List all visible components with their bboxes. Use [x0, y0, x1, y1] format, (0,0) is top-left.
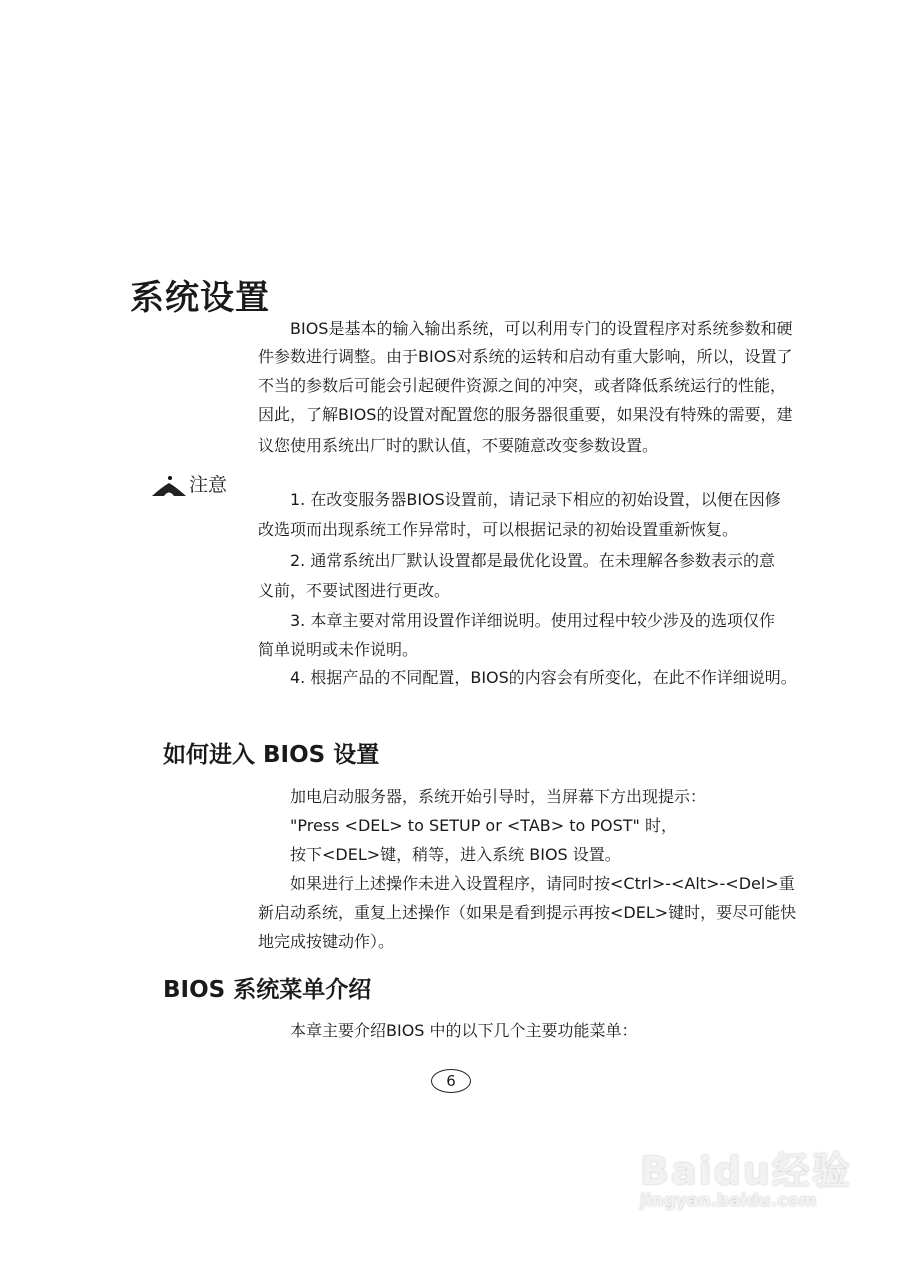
section-heading: 如何进入 BIOS 设置	[163, 742, 380, 768]
page-number: 6	[431, 1069, 471, 1093]
watermark-url: jingyan.baidu.com	[640, 1191, 817, 1211]
watermark-brand: Baidu经验	[640, 1149, 852, 1193]
section1-line: 新启动系统，重复上述操作（如果是看到提示再按<DEL>键时，要尽可能快	[258, 903, 797, 922]
note-line: 改选项而出现系统工作异常时，可以根据记录的初始设置重新恢复。	[258, 520, 739, 539]
section1-line: "Press <DEL> to SETUP or <TAB> to POST" 时，	[290, 816, 678, 835]
section1-line: 如果进行上述操作未进入设置程序，请同时按<Ctrl>-<Alt>-<Del>重	[290, 874, 795, 893]
watermark-logo	[640, 1140, 852, 1211]
section1-line: 按下<DEL>键，稍等，进入系统 BIOS 设置。	[290, 845, 621, 864]
intro-line: 不当的参数后可能会引起硬件资源之间的冲突，或者降低系统运行的性能，	[258, 376, 787, 395]
intro-line: 议您使用系统出厂时的默认值，不要随意改变参数设置。	[258, 436, 659, 455]
note-heading	[152, 470, 227, 497]
note-line: 4. 根据产品的不同配置，BIOS的内容会有所变化，在此不作详细说明。	[290, 668, 797, 687]
section1-line: 地完成按键动作）。	[258, 932, 395, 951]
section1-line: 加电启动服务器，系统开始引导时，当屏幕下方出现提示：	[290, 787, 707, 806]
note-line: 2. 通常系统出厂默认设置都是最优化设置。在未理解各参数表示的意	[290, 551, 775, 570]
section2-line: 本章主要介绍BIOS 中的以下几个主要功能菜单：	[290, 1021, 638, 1040]
note-line: 简单说明或未作说明。	[258, 640, 419, 659]
section-heading: BIOS 系统菜单介绍	[163, 977, 372, 1003]
note-line: 3. 本章主要对常用设置作详细说明。使用过程中较少涉及的选项仅作	[290, 611, 775, 630]
intro-line: BIOS是基本的输入输出系统，可以利用专门的设置程序对系统参数和硬	[290, 319, 793, 338]
intro-line: 件参数进行调整。由于BIOS对系统的运转和启动有重大影响，所以，设置了	[258, 347, 793, 366]
note-line: 1. 在改变服务器BIOS设置前，请记录下相应的初始设置，以便在因修	[290, 490, 781, 509]
page-title: 系统设置	[130, 278, 270, 318]
note-icon	[152, 475, 186, 497]
note-line: 义前，不要试图进行更改。	[258, 581, 451, 600]
intro-line: 因此，了解BIOS的设置对配置您的服务器很重要，如果没有特殊的需要，建	[258, 405, 793, 424]
note-label: 注意	[189, 474, 228, 496]
